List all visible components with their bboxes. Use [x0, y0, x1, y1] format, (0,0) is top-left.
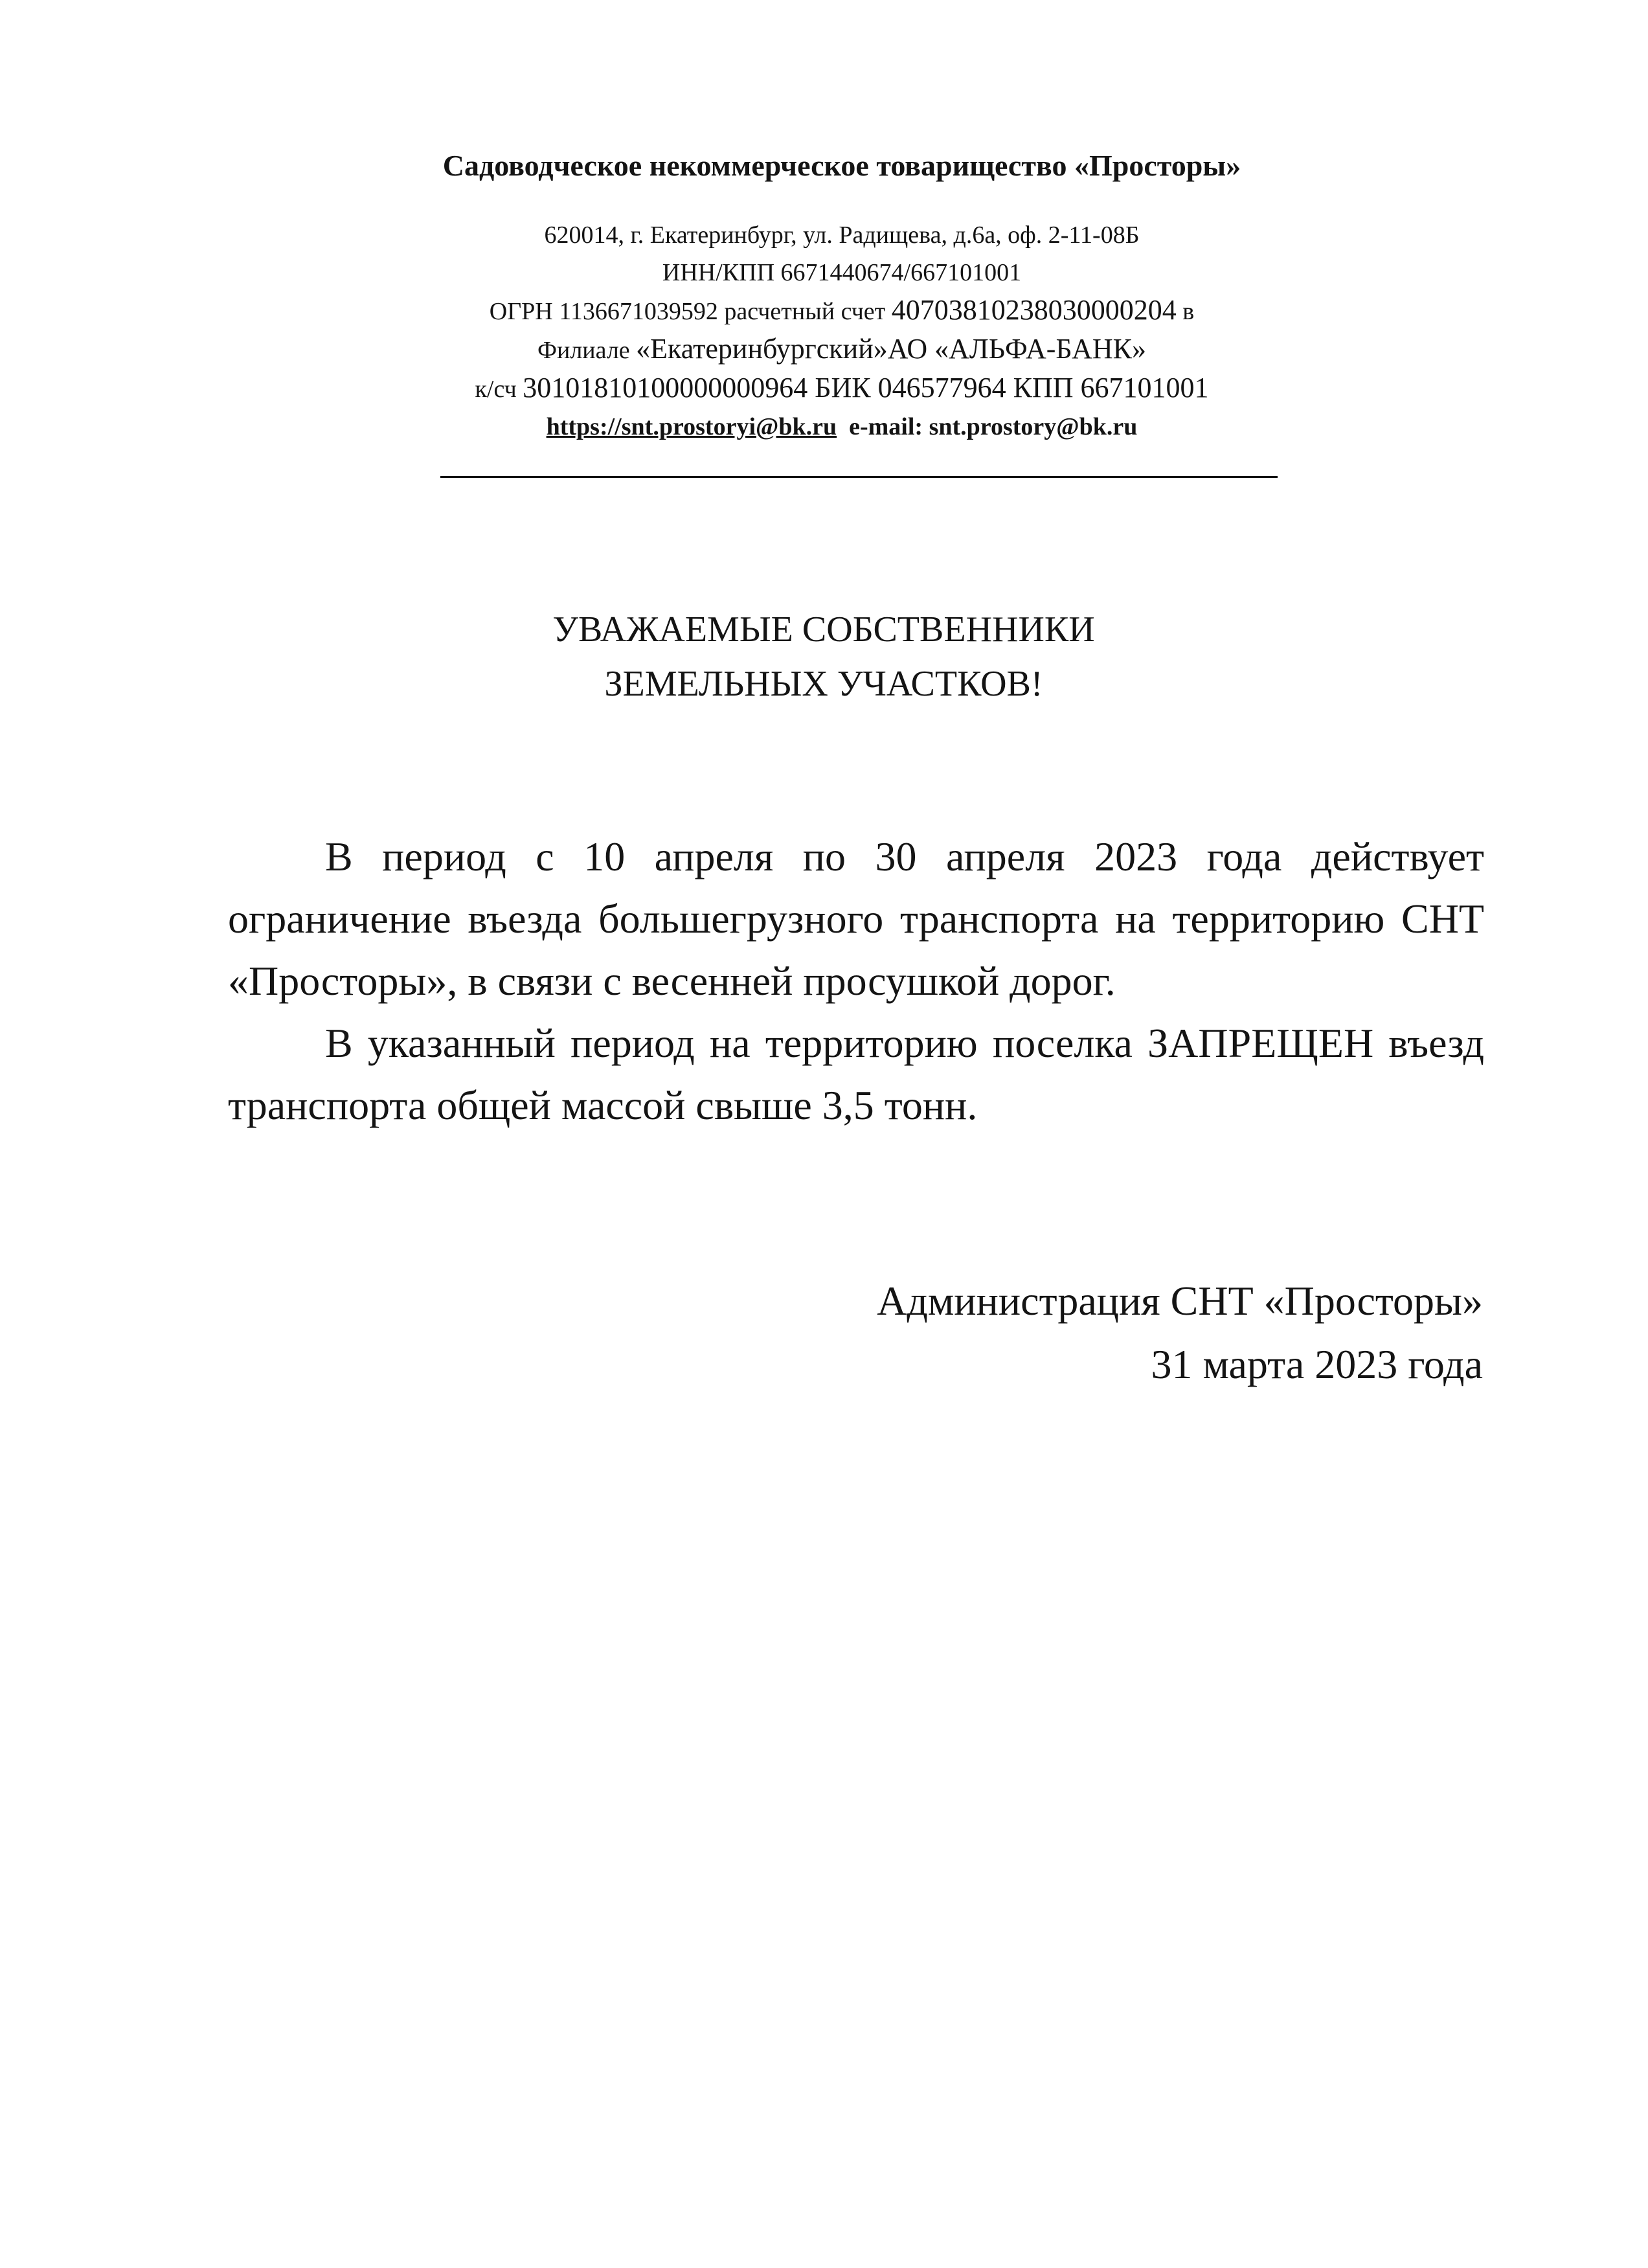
requisites: [389, 216, 1295, 446]
notice-heading: [370, 602, 1277, 711]
email-text: e-mail: snt.prostory@bk.ru: [849, 413, 1138, 440]
correspondent-account-line: [389, 369, 1295, 408]
letterhead-divider: [440, 476, 1278, 478]
paragraph-restriction: В период с 10 апреля по 30 апреля 2023 года действует ограничение въезда большегрузного транспорта на территорию СНТ «Просторы», в связи с весенней просушкой дорог.: [228, 833, 1484, 1004]
notice-body: [228, 826, 1484, 1137]
address-line: 620014, г. Екатеринбург, ул. Радищева, д.6а, оф. 2-11-08Б: [544, 221, 1140, 249]
bank-name: «Екатеринбургский»АО «АЛЬФА-БАНК»: [636, 333, 1147, 365]
account-number: 40703810238030000204: [891, 294, 1177, 326]
site-link[interactable]: https://snt.prostoryi@bk.ru: [546, 413, 837, 440]
letterhead: [389, 148, 1295, 446]
paragraph-prohibition: В указанный период на территорию поселка ЗАПРЕЩЕН въезд транспорта общей массой свыше 3,5 тонн.: [228, 1020, 1484, 1128]
signer: Администрация СНТ «Просторы»: [877, 1278, 1483, 1324]
bank-line: [389, 330, 1295, 369]
bank-prefix: Филиале: [537, 337, 637, 364]
ks-prefix: к/сч: [475, 376, 523, 403]
inn-kpp-line: ИНН/КПП 6671440674/667101001: [662, 259, 1022, 286]
heading-line-1: УВАЖАЕМЫЕ СОБСТВЕННИКИ: [552, 609, 1095, 650]
signature-block: [712, 1269, 1483, 1396]
contacts-line: [389, 408, 1295, 446]
ks-details: 30101810100000000964 БИК 046577964 КПП 667101001: [523, 372, 1209, 403]
organization-name: Садоводческое некоммерческое товарищество «Просторы»: [442, 149, 1241, 182]
heading-line-2: ЗЕМЕЛЬНЫХ УЧАСТКОВ!: [604, 664, 1043, 704]
signature-date: 31 марта 2023 года: [1151, 1341, 1483, 1387]
ogrn-account-line: [389, 291, 1295, 330]
account-suffix: в: [1176, 298, 1195, 325]
ogrn-prefix: ОГРН 1136671039592 расчетный счет: [489, 298, 892, 325]
